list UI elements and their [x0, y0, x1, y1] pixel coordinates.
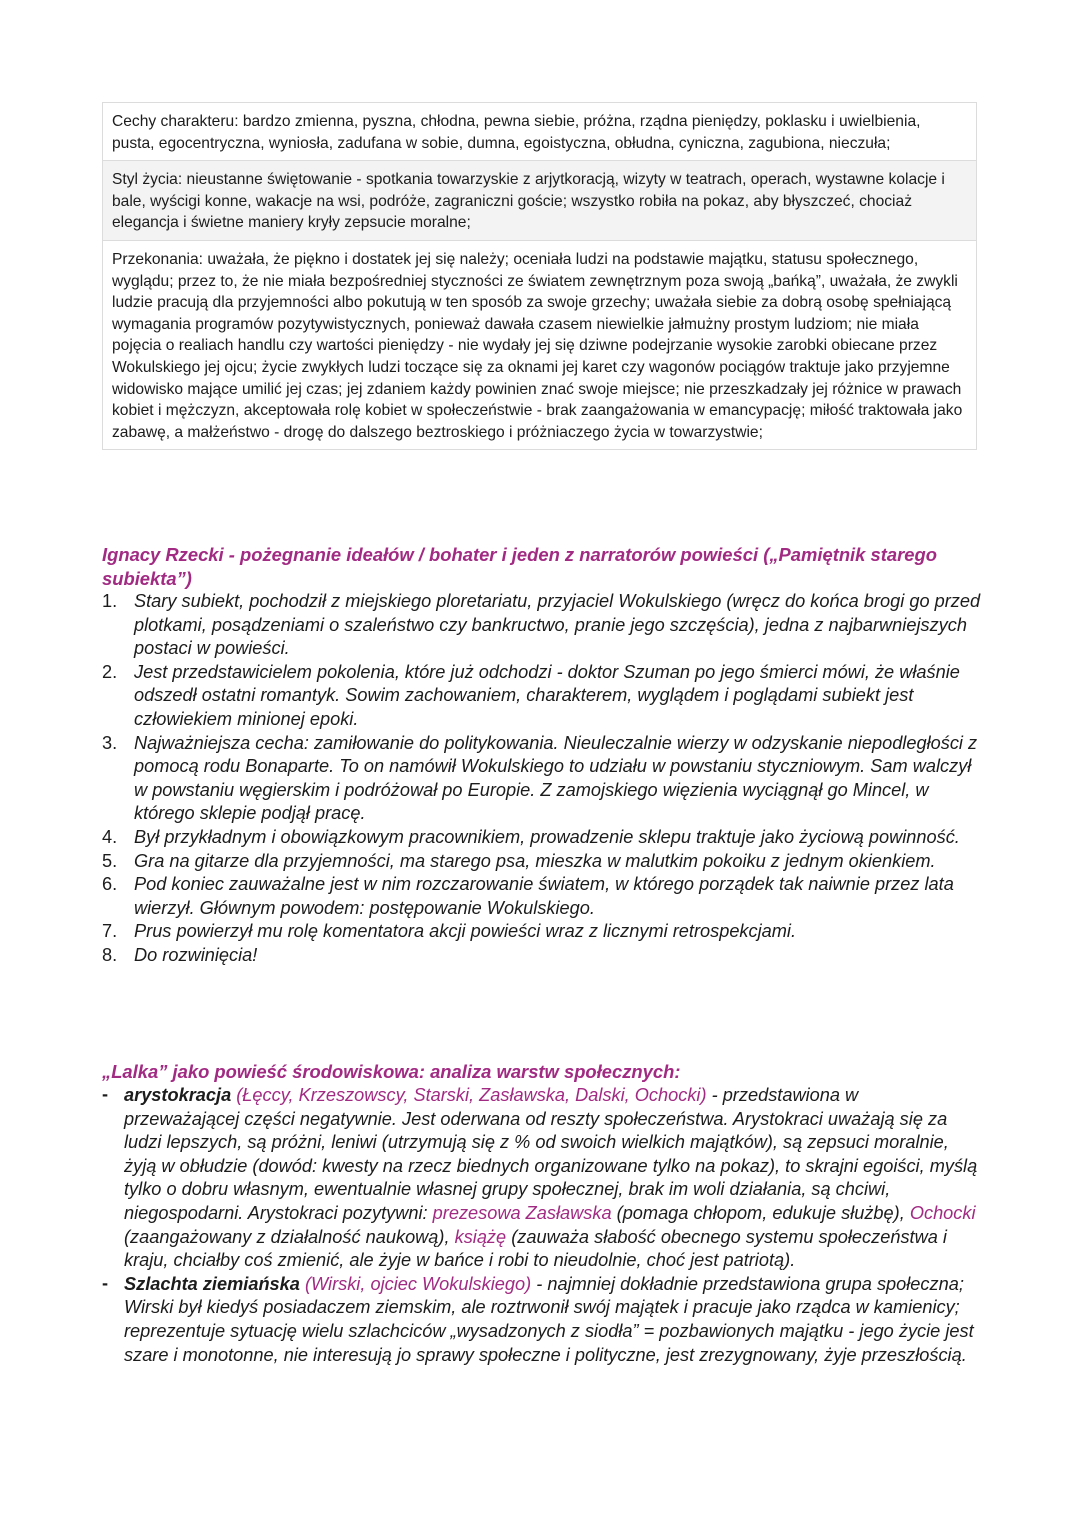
list-item-gentry: [102, 1273, 978, 1367]
table-row-lifestyle: Styl życia: nieustanne świętowanie - spotkania towarzyskie z arjytkoracją, wizyty w teatrach, operach, wystawne kolacje i bale, wyścigi konne, wakacje na wsi, podróże, zagraniczni goście; wszystko robiła na pokaz, aby błyszczeć, chociaż elegancja i świetne maniery kryły zepsucie moralne;: [103, 161, 976, 241]
list-number: 2.: [102, 661, 118, 682]
list-item: [102, 850, 982, 874]
list-item-text: Do rozwinięcia!: [134, 944, 258, 965]
list-item: [102, 661, 982, 732]
highlight-name: Ochocki: [909, 1202, 976, 1223]
list-item: [102, 590, 982, 661]
rzecki-list: [102, 590, 982, 968]
table-row-character: Cechy charakteru: bardzo zmienna, pyszna, chłodna, pewna siebie, próżna, rządna pieniędzy, poklasku i uwielbienia, pusta, egocentryczna, wyniosła, zadufana w sobie, dumna, egoistyczna, obłudna, cyniczna, zagubiona, nieczuła;: [103, 103, 976, 161]
gentry-text: - najmniej dokładnie przedstawiona grupa społeczna; Wirski był kiedyś posiadaczem ziemskim, ale roztrwonił swój majątek i pracuje jako rządca w kamienicy; reprezentuje sytuację wielu szlachciców „wysadzonych z siodła” = pozbawionych majątku - jego życie jest szare i monotonne, nie interesują jo sprawy społeczne i polityczne, jest zrezygnowany, żyje przeszłością.: [124, 1273, 974, 1365]
section-heading-rzecki: Ignacy Rzecki - pożegnanie ideałów / bohater i jeden z narratorów powieści („Pamiętnik starego subiekta”): [102, 544, 937, 589]
list-item-text: Prus powierzył mu rolę komentatora akcji powieści wraz z licznymi retrospekcjami.: [134, 921, 797, 942]
list-number: 1.: [102, 591, 118, 611]
highlight-name: książę: [454, 1226, 507, 1247]
dash-bullet: -: [102, 1272, 109, 1293]
gentry-names: (Wirski, ojciec Wokulskiego): [299, 1273, 532, 1294]
list-item-text: Najważniejsza cecha: zamiłowanie do politykowania. Nieuleczalnie wierzy w odzyskanie niepodległości z pomocą rodu Bonaparte. To on namówił Wokulskiego to udziału w powstaniu styczniowym. Sam walczył w powstaniu węgierskim i podróżował po Europie. Z zamojskiego więzienia wyciągnął go Mincel, w którego sklepie podjął pracę.: [134, 732, 978, 824]
list-number: 7.: [102, 921, 118, 942]
list-item: [102, 826, 982, 850]
dash-bullet: -: [102, 1084, 109, 1104]
list-item: [102, 920, 982, 944]
list-number: 5.: [102, 850, 118, 871]
list-item-text: Stary subiekt, pochodził z miejskiego ploretariatu, przyjaciel Wokulskiego (wręcz do końca brogi go przed plotkami, posądzeniami o szaleństwo czy bankructwo, pranie jego szczęścia), jedna z najbarwniejszych postaci w powieści.: [134, 591, 981, 659]
aristocracy-text: (zauważa słabość obecnego systemu społeczeństwa i kraju, chciałby coś zmienić, ale żyje w bańce i robi to nieudolnie, choć jest patriotą).: [124, 1226, 947, 1271]
list-item: [102, 944, 982, 968]
list-item-aristocracy: [102, 1084, 978, 1273]
list-item: [102, 873, 982, 920]
list-item-text: Pod koniec zauważalne jest w nim rozczarowanie światem, w którego porządek tak naiwnie przez lata wierzył. Głównym powodem: postępowanie Wokulskiego.: [134, 874, 954, 918]
list-item: [102, 732, 982, 826]
highlight-name: prezesowa Zasławska: [432, 1202, 612, 1223]
list-item-text: Gra na gitarze dla przyjemności, ma starego psa, mieszka w malutkim pokoiku z jednym okienkiem.: [134, 850, 936, 871]
list-number: 3.: [102, 732, 118, 753]
aristocracy-text: (pomaga chłopom, edukuje służbę),: [611, 1202, 910, 1223]
list-item-text: Jest przedstawicielem pokolenia, które już odchodzi - doktor Szuman po jego śmierci mówi, że właśnie odszedł ostatni romantyk. Sowim zachowaniem, charakterem, wyglądem i poglądami subiekt jest człowiekiem minionej epoki.: [134, 661, 960, 729]
aristocracy-names: (Łęccy, Krzeszowscy, Starski, Zasławska, Dalski, Ochocki): [236, 1085, 707, 1105]
term-gentry: Szlachta ziemiańska: [124, 1273, 300, 1294]
character-traits-table: [102, 102, 977, 450]
list-item-text: Był przykładnym i obowiązkowym pracownikiem, prowadzenie sklepu traktuje jako życiową powinność.: [134, 826, 960, 847]
list-number: 4.: [102, 826, 118, 847]
aristocracy-text: - przedstawiona w przeważającej części negatywnie. Jest oderwana od reszty społeczeństwa. Arystokraci uważają się za ludzi lepszych, są próżni, leniwi (utrzymują się z % od swoich wielkich majątków), są zepsuci moralnie, żyją w obłudzie (dowód: kwesty na rzecz biednych organizowane tylko na pokaz), to skrajni egoiści, myślą tylko o dobru własnym, ewentualnie własnej grupy społecznej, brak im woli działania, są chciwi, niegospodarni. Arystokraci pozytywni:: [124, 1085, 978, 1223]
section-heading-social-layers: „Lalka” jako powieść środowiskowa: analiza warstw społecznych:: [102, 1061, 681, 1082]
list-number: 8.: [102, 944, 118, 965]
list-number: 6.: [102, 874, 118, 895]
social-layers-list: [102, 1084, 978, 1367]
table-row-beliefs: Przekonania: uważała, że piękno i dostatek jej się należy; oceniała ludzi na podstawie majątku, statusu społecznego, wyglądu; przez to, że nie miała bezpośredniej styczności ze światem zewnętrznym poza swoją „bańką”, uważała, że zwykli ludzie pracują dla przyjemności albo pokutują w ten sposób za swoje grzechy; uważała siebie za dobrą osobę spełniającą wymagania programów pozytywistycznych, ponieważ dawała czasem niewielkie jałmużny prostym ludziom; nie miała pojęcia o realiach handlu czy wartości pieniędzy - nie wydały jej się dziwne podejrzanie wysokie zarobki obiecane przez Wokulskiego jej ojcu; życie zwykłych ludzi toczące się za oknami jej karet czy wagonów pociągów traktuje jako przyjemne widowisko mające umilić jej czas; jej zdaniem każdy powinien znać swoje miejsce; nie przeszkadzały jej różnice w prawach kobiet i mężczyzn, akceptowała rolę kobiet w społeczeństwie - brak zaangażowania w emancypację; miłość traktowała jako zabawę, a małżeństwo - drogę do dalszego beztroskiego i próżniaczego życia w towarzystwie;: [112, 250, 963, 441]
term-aristocracy: arystokracja: [124, 1085, 232, 1105]
aristocracy-text: (zaangażowany z działalność naukową),: [124, 1226, 455, 1247]
